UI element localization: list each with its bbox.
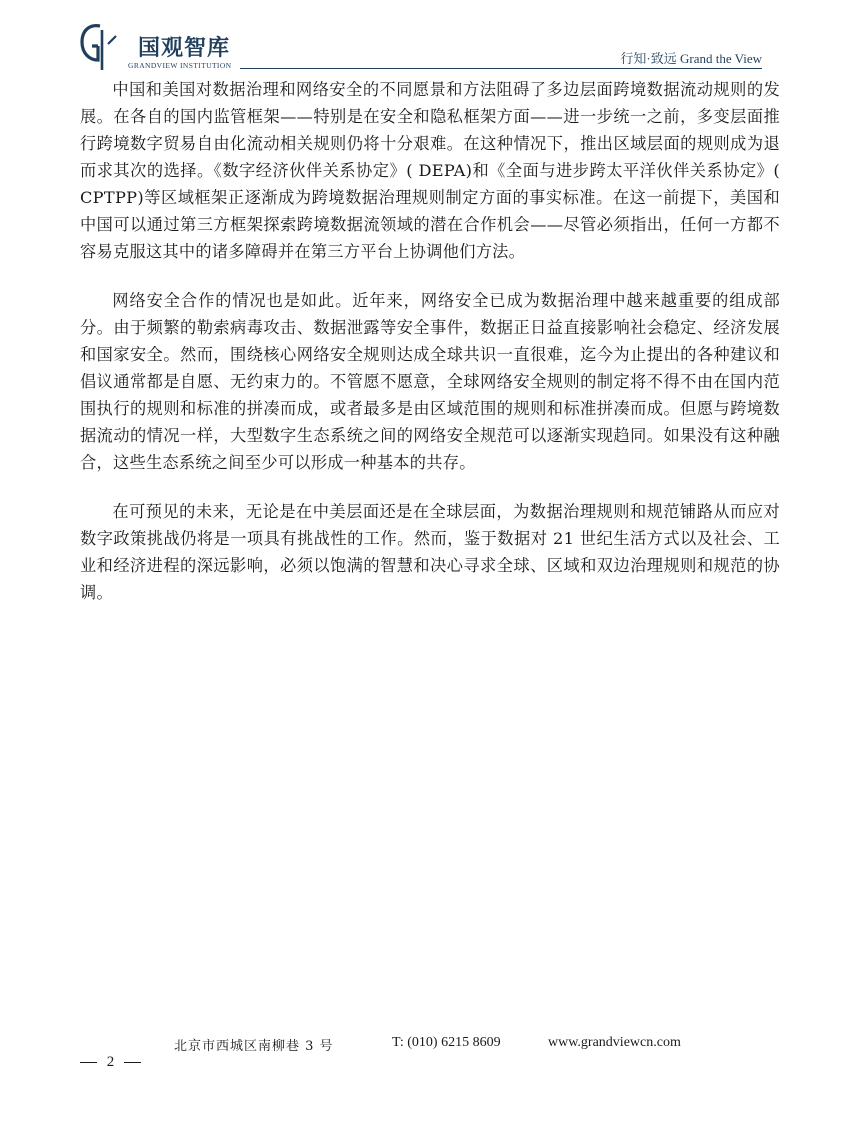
page-number xyxy=(80,1054,141,1071)
dash-right xyxy=(124,1062,141,1063)
footer-address: 北京市西城区南柳巷 3 号 xyxy=(174,1039,334,1054)
dash-left xyxy=(80,1062,97,1063)
page-header xyxy=(0,0,866,80)
header-divider xyxy=(240,68,762,69)
grandview-logo-icon xyxy=(78,20,118,72)
footer-phone: T: (010) 6215 8609 xyxy=(392,1035,501,1050)
page-footer xyxy=(0,1030,866,1090)
header-slogan: 行知·致远 Grand the View xyxy=(620,51,762,66)
paragraph-data-governance: 中国和美国对数据治理和网络安全的不同愿景和方法阻碍了多边层面跨境数据流动规则的发展。在各自的国内监管框架——特别是在安全和隐私框架方面——进一步统一之前，多变层面推行跨境数字贸易自由化流动相关规则仍将十分艰难。在这种情况下，推出区域层面的规则成为退而求其次的选择。《数字经济伙伴关系协定》( DEPA)和《全面与进步跨太平洋伙伴关系协定》( CPTPP)等区域框架正逐渐成为跨境数据治理规则制定方面的事实标准。在这一前提下，美国和中国可以通过第三方框架探索跨境数据流领域的潜在合作机会——尽管必须指出，任何一方都不容易克服这其中的诸多障碍并在第三方平台上协调他们方法。 xyxy=(80,80,780,261)
page-number-value: 2 xyxy=(106,1054,115,1070)
paragraph-outlook: 在可预见的未来，无论是在中美层面还是在全球层面，为数据治理规则和规范铺路从而应对数字政策挑战仍将是一项具有挑战性的工作。然而，鉴于数据对 21 世纪生活方式以及社会、工业和经济进程的深远影响，必须以饱满的智慧和决心寻求全球、区域和双边治理规则和规范的协调。 xyxy=(80,502,780,602)
logo-chinese-name: 国观智库 xyxy=(138,35,231,61)
document-body xyxy=(80,76,780,628)
paragraph-cybersecurity: 网络安全合作的情况也是如此。近年来，网络安全已成为数据治理中越来越重要的组成部分。由于频繁的勒索病毒攻击、数据泄露等安全事件，数据正日益直接影响社会稳定、经济发展和国家安全。然而，围绕核心网络安全规则达成全球共识一直很难，迄今为止提出的各种建议和倡议通常都是自愿、无约束力的。不管愿不愿意，全球网络安全规则的制定将不得不由在国内范围执行的规则和标准的拼凑而成，或者最多是由区域范围的规则和标准拼凑而成。但愿与跨境数据流动的情况一样，大型数字生态系统之间的网络安全规范可以逐渐实现趋同。如果没有这种融合，这些生态系统之间至少可以形成一种基本的共存。 xyxy=(80,291,780,472)
logo-english-name: GRANDVIEW INSTITUTION xyxy=(128,61,232,70)
footer-website: www.grandviewcn.com xyxy=(548,1035,681,1050)
